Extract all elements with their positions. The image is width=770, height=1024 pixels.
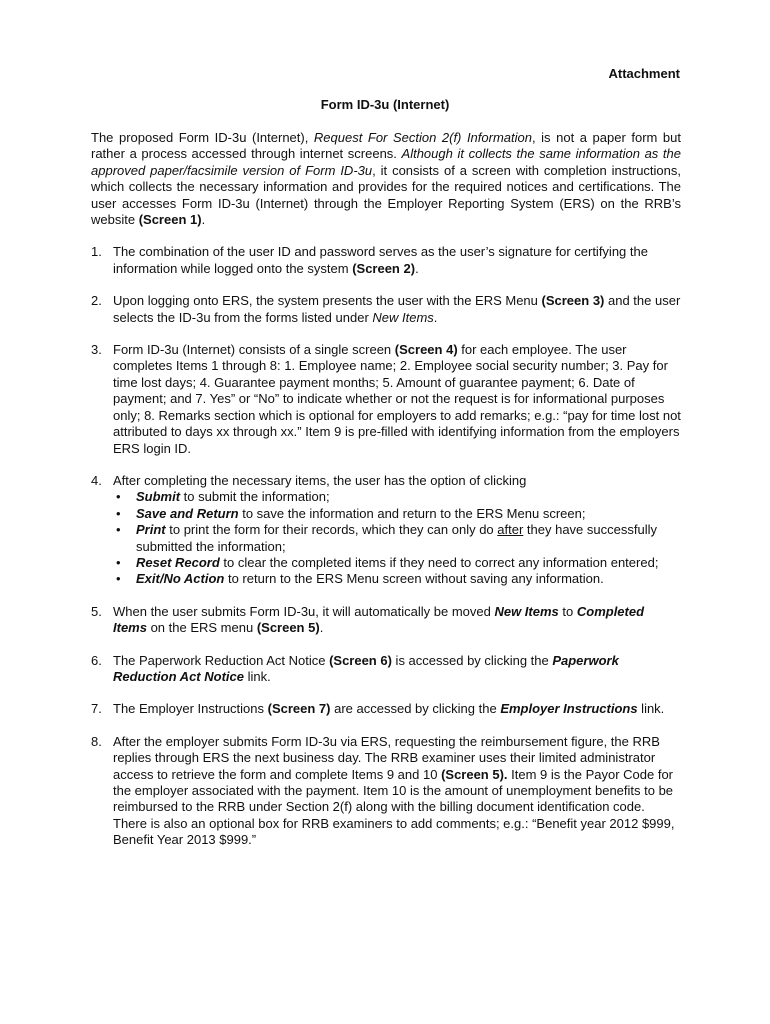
screen-ref: (Screen 5). [441, 766, 508, 782]
bullet-text: to submit the information; [180, 489, 330, 505]
bullet-list [113, 489, 681, 587]
item-text: Item 9 is the Payor Code for the employer associated with the payment. Item 10 is the amount of unemployment benefits to be reimbursed to the RRB under Section 2(f) along with the billing document identification code. There is also an optional box for RRB examiners to add comments; e.g.: “Benefit year 2012 $999, Benefit Year 2013 $999.” [113, 766, 675, 848]
item-text: and the user selects the ID-3u from the forms listed under [113, 293, 681, 325]
item-text: is accessed by clicking the [391, 652, 553, 668]
bullet-icon: • [116, 571, 121, 587]
item-text: . [433, 309, 438, 325]
menu-section-name: New Items [494, 603, 559, 619]
bullet-text: to save the information and return to the ERS Menu screen; [238, 505, 586, 521]
list-item-6 [91, 653, 681, 686]
item-text: Upon logging onto ERS, the system presents the user with the ERS Menu [113, 293, 542, 309]
item-text: After completing the necessary items, the user has the option of clicking [113, 472, 527, 488]
item-text: The Employer Instructions [113, 701, 268, 717]
exit-option-label: Exit/No Action [136, 571, 225, 587]
intro-text: . [201, 212, 206, 228]
item-text: . [415, 260, 419, 276]
submit-option-label: Submit [136, 489, 181, 505]
list-number: 4. [91, 472, 102, 488]
item-text: link. [637, 701, 665, 717]
bullet-icon: • [116, 554, 121, 570]
intro-italic-text: Although it collects the same information as the approved paper/facsimile version of Form ID-3u [91, 146, 681, 178]
item-text: for each employee. The user completes Items 1 through 8: 1. Employee name; 2. Employee social security number; 3. Pay for time lost days; 4. Guarantee payment months; 5. Amount of guarantee payment; 6. Date of payment; and 7. Yes” or “No” to indicate whether or not the request is for informational purposes only; 8. Remarks section which is optional for employers to add remarks; e.g.: “pay for time lost not attributed to days xx through xx.” Item 9 is pre-filled with identifying information from the employers ERS login ID. [113, 342, 681, 456]
list-number: 5. [91, 603, 102, 619]
bullet-text: to clear the completed items if they need to correct any information entered; [219, 554, 659, 570]
bullet-icon: • [116, 489, 121, 505]
item-text: When the user submits Form ID-3u, it will automatically be moved [113, 603, 495, 619]
list-number: 7. [91, 701, 102, 717]
list-number: 8. [91, 733, 102, 749]
item-text: on the ERS menu [146, 620, 257, 636]
page-title: Form ID-3u (Internet) [320, 97, 450, 112]
item-text: The Paperwork Reduction Act Notice [113, 652, 330, 668]
intro-text: , it consists of a screen with completion instructions, which collects the necessary information and provides for the required notices and certifications. The user accesses Form ID-3u (Internet) through the Employer Reporting System (ERS) on the RRB’s website [91, 162, 682, 228]
paperwork-notice-link-name: Paperwork Reduction Act Notice [113, 652, 619, 684]
employer-instructions-link-name: Employer Instructions [500, 701, 638, 717]
intro-text: The proposed Form ID-3u (Internet), [91, 130, 314, 145]
item-text: The combination of the user ID and password serves as the user’s signature for certifying the information while logged onto the system [113, 244, 648, 276]
screen-ref: (Screen 3) [541, 293, 605, 309]
form-full-name: Request For Section 2(f) Information [313, 130, 532, 145]
save-return-option-label: Save and Return [136, 505, 239, 521]
underlined-word: after [497, 522, 524, 538]
screen-ref: (Screen 2) [352, 260, 416, 276]
list-number: 3. [91, 342, 102, 358]
list-item-4 [91, 473, 681, 588]
bullet-text: to return to the ERS Menu screen without saving any information. [224, 571, 604, 587]
list-number: 6. [91, 652, 102, 668]
bullet-text: they have successfully submitted the information; [136, 522, 657, 554]
bullet-icon: • [116, 505, 121, 521]
attachment-label: Attachment [608, 66, 680, 81]
list-number: 1. [91, 244, 102, 260]
bullet-text: to print the form for their records, which they can only do [165, 522, 498, 538]
document-body [91, 130, 681, 865]
item-text: Form ID-3u (Internet) consists of a single screen [113, 342, 395, 358]
reset-option-label: Reset Record [136, 554, 220, 570]
list-item-1 [91, 244, 681, 277]
print-option-label: Print [136, 522, 166, 538]
bullet-icon: • [116, 522, 121, 538]
numbered-list [91, 244, 681, 848]
screen-ref: (Screen 5) [256, 620, 320, 636]
intro-paragraph [91, 130, 681, 228]
item-text: are accessed by clicking the [330, 701, 501, 717]
bullet-item-submit [116, 489, 681, 505]
list-item-5 [91, 604, 681, 637]
item-text: to [558, 603, 577, 619]
screen-ref: (Screen 1) [138, 212, 202, 228]
menu-section-name: New Items [372, 309, 434, 325]
screen-ref: (Screen 4) [394, 342, 458, 358]
screen-ref: (Screen 6) [329, 652, 392, 668]
screen-ref: (Screen 7) [267, 701, 331, 717]
item-text: . [319, 620, 324, 636]
bullet-item-print [116, 522, 681, 555]
intro-text: , is not a paper form but rather a process accessed through internet screens. [91, 130, 681, 162]
menu-section-name: Completed Items [113, 603, 645, 636]
bullet-item-save-return [116, 505, 681, 522]
bullet-item-exit [116, 571, 681, 587]
item-text: link. [243, 668, 271, 684]
list-item-7 [91, 701, 681, 717]
list-number: 2. [91, 293, 102, 309]
list-item-2 [91, 293, 681, 326]
list-item-8 [91, 734, 681, 849]
list-item-3 [91, 342, 681, 457]
item-text: After the employer submits Form ID-3u via ERS, requesting the reimbursement figure, the RRB replies through ERS the next business day. The RRB examiner uses their limited administrator access to retrieve the form and complete Items 9 and 10 [113, 733, 660, 782]
bullet-item-reset [116, 554, 681, 571]
